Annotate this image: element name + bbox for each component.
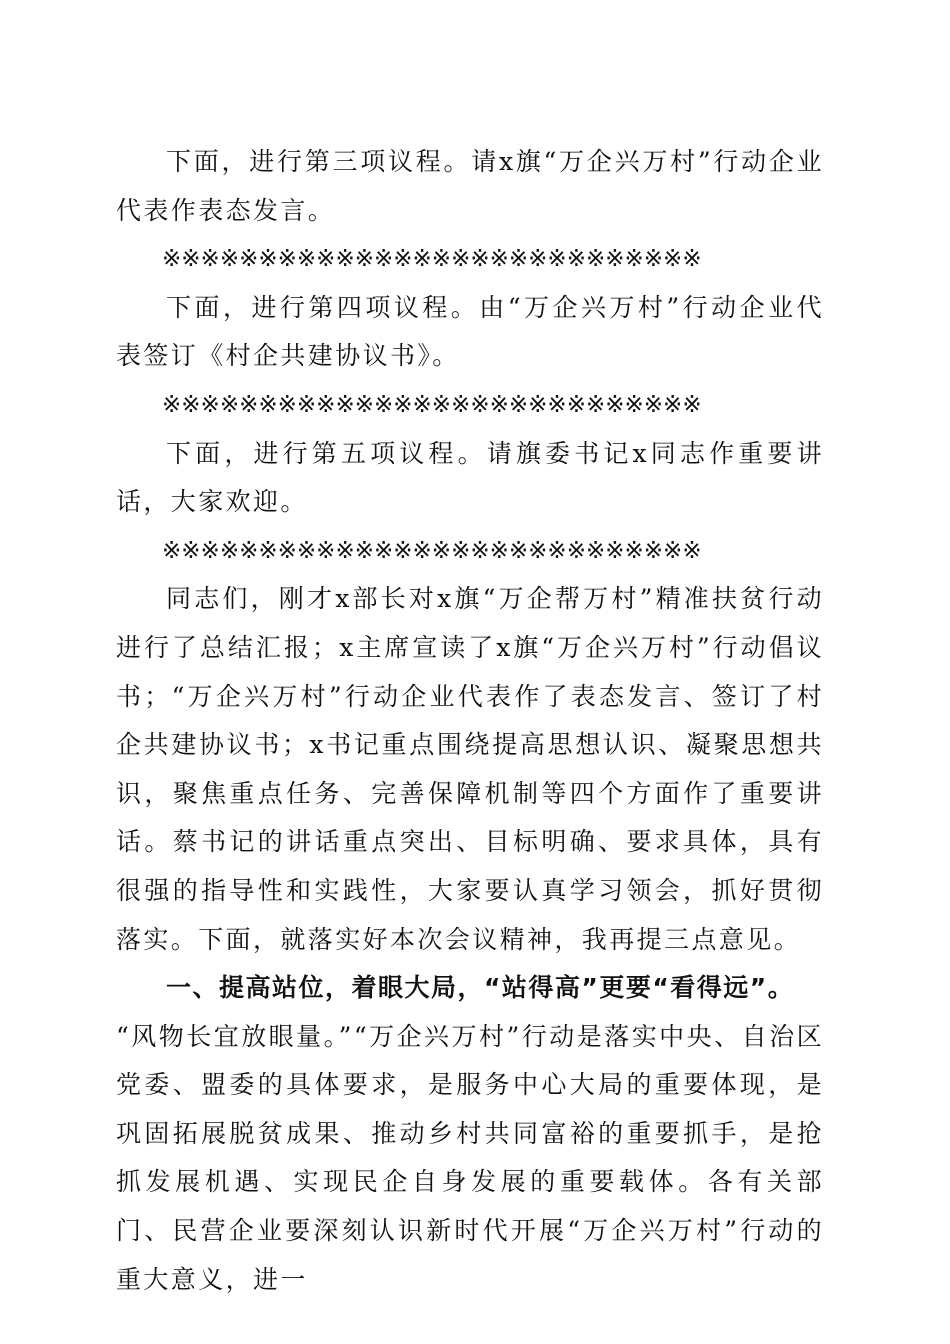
paragraph-summary: 同志们，刚才x部长对x旗“万企帮万村”精准扶贫行动进行了总结汇报；x主席宣读了x旗“万企兴万村”行动倡议书；“万企兴万村”行动企业代表作了表态发言、签订了村企共建协议书；x书记重点围绕提高思想认识、凝聚思想共识，聚焦重点任务、完善保障机制等四个方面作了重要讲话。蔡书记的讲话重点突出、目标明确、要求具体，具有很强的指导性和实践性，大家要认真学习领会，抓好贯彻落实。下面，就落实好本次会议精神，我再提三点意见。 — [116, 584, 824, 954]
document-body — [116, 138, 824, 1304]
section-one — [116, 964, 824, 1304]
section-heading: 一、提高站位，着眼大局，“站得高”更要“看得远”。 — [166, 973, 795, 1003]
separator-line: ※※※※※※※※※※※※※※※※※※※※※※※※※※※※ — [162, 246, 702, 273]
separator-line: ※※※※※※※※※※※※※※※※※※※※※※※※※※※※ — [162, 537, 702, 564]
paragraph-agenda-item-4: 下面，进行第四项议程。由“万企兴万村”行动企业代表签订《村企共建协议书》。 — [116, 292, 824, 371]
separator-line: ※※※※※※※※※※※※※※※※※※※※※※※※※※※※ — [162, 391, 702, 418]
section-body: “风物长宜放眼量。”“万企兴万村”行动是落实中央、自治区党委、盟委的具体要求，是服务中心大局的重要体现，是巩固拓展脱贫成果、推动乡村共同富裕的重要抓手，是抢抓发展机遇、实现民企自身发展的重要载体。各有关部门、民营企业要深刻认识新时代开展“万企兴万村”行动的重大意义，进一 — [116, 1021, 824, 1294]
paragraph-agenda-item-3: 下面，进行第三项议程。请x旗“万企兴万村”行动企业代表作表态发言。 — [116, 147, 824, 225]
paragraph-agenda-item-5: 下面，进行第五项议程。请旗委书记x同志作重要讲话，大家欢迎。 — [116, 438, 824, 517]
